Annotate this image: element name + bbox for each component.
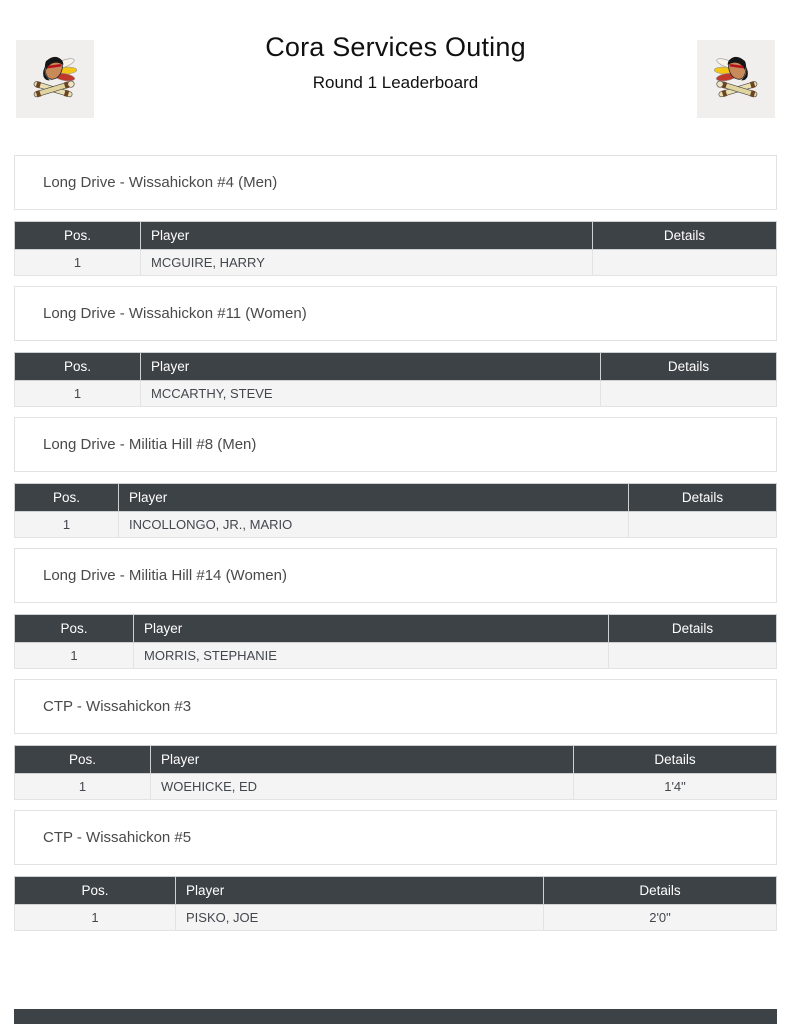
page-title: Cora Services Outing [265, 32, 526, 62]
pos-cell: 1 [15, 512, 119, 538]
pos-cell: 1 [15, 643, 134, 669]
player-cell: MCCARTHY, STEVE [141, 381, 601, 407]
section-title-label: Long Drive - Wissahickon #11 (Women) [43, 305, 307, 322]
table-header-row [15, 222, 777, 250]
col-header-player: Player [176, 877, 544, 905]
col-header-player: Player [141, 353, 601, 381]
table-header-row [15, 877, 777, 905]
section-title-ctp-wissahickon-3 [14, 679, 777, 734]
details-cell [629, 512, 777, 538]
leaderboard-table [14, 352, 777, 407]
table-header-row [15, 746, 777, 774]
document-header [0, 0, 791, 93]
section-title-long-drive-wissahickon-11 [14, 286, 777, 341]
details-cell: 2'0" [544, 905, 777, 931]
col-header-details: Details [574, 746, 777, 774]
section-title-long-drive-militia-hill-8 [14, 417, 777, 472]
club-logo-right [697, 40, 775, 118]
section-title-label: CTP - Wissahickon #5 [43, 829, 192, 846]
leaderboard-sections [14, 155, 777, 931]
col-header-pos: Pos. [15, 615, 134, 643]
player-cell: MCGUIRE, HARRY [141, 250, 593, 276]
section-title-ctp-wissahickon-5 [14, 810, 777, 865]
player-cell: PISKO, JOE [176, 905, 544, 931]
col-header-details: Details [593, 222, 777, 250]
pos-cell: 1 [15, 381, 141, 407]
player-cell: WOEHICKE, ED [151, 774, 574, 800]
details-cell [609, 643, 777, 669]
page-subtitle: Round 1 Leaderboard [312, 73, 479, 92]
table-row [15, 250, 777, 276]
player-cell: MORRIS, STEPHANIE [134, 643, 609, 669]
section-title-label: CTP - Wissahickon #3 [43, 698, 192, 715]
leaderboard-table [14, 483, 777, 538]
col-header-details: Details [601, 353, 777, 381]
table-row [15, 774, 777, 800]
table-row [15, 905, 777, 931]
table-header-row [15, 484, 777, 512]
leaderboard-table [14, 745, 777, 800]
details-cell [593, 250, 777, 276]
col-header-pos: Pos. [15, 484, 119, 512]
leaderboard-table [14, 221, 777, 276]
pos-cell: 1 [15, 905, 176, 931]
section-title-long-drive-militia-hill-14 [14, 548, 777, 603]
col-header-details: Details [629, 484, 777, 512]
player-cell: INCOLLONGO, JR., MARIO [119, 512, 629, 538]
leaderboard-table [14, 614, 777, 669]
tribal-crest-icon [23, 47, 87, 111]
col-header-details: Details [544, 877, 777, 905]
details-cell [601, 381, 777, 407]
col-header-pos: Pos. [15, 353, 141, 381]
cutoff-next-table-header [14, 1009, 777, 1024]
club-logo-left [16, 40, 94, 118]
table-header-row [15, 615, 777, 643]
table-header-row [15, 353, 777, 381]
table-row [15, 643, 777, 669]
section-title-label: Long Drive - Militia Hill #14 (Women) [43, 567, 287, 584]
col-header-player: Player [119, 484, 629, 512]
col-header-player: Player [151, 746, 574, 774]
section-title-label: Long Drive - Wissahickon #4 (Men) [43, 174, 278, 191]
pos-cell: 1 [15, 774, 151, 800]
col-header-player: Player [134, 615, 609, 643]
col-header-pos: Pos. [15, 877, 176, 905]
pos-cell: 1 [15, 250, 141, 276]
table-row [15, 512, 777, 538]
section-title-label: Long Drive - Militia Hill #8 (Men) [43, 436, 257, 453]
col-header-player: Player [141, 222, 593, 250]
details-cell: 1'4" [574, 774, 777, 800]
section-title-long-drive-wissahickon-4 [14, 155, 777, 210]
col-header-details: Details [609, 615, 777, 643]
leaderboard-table [14, 876, 777, 931]
table-row [15, 381, 777, 407]
col-header-pos: Pos. [15, 746, 151, 774]
col-header-pos: Pos. [15, 222, 141, 250]
tribal-crest-icon [704, 47, 768, 111]
